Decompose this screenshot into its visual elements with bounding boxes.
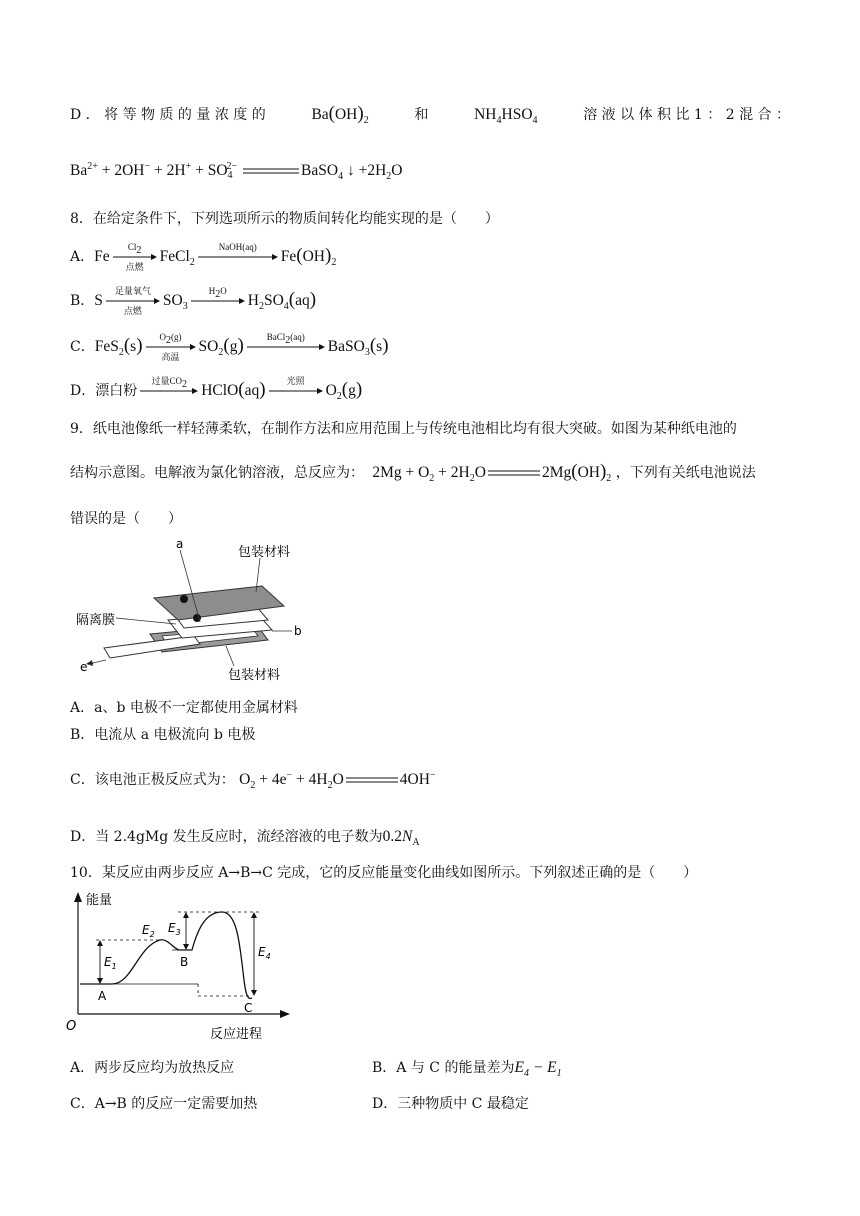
q7d-equation: $Ba^{2+} + 2OH^- + 2H^+ + SO_4^{2-}$ BaSO$_4$ ↓ $+2H_2O$ <box>70 160 403 183</box>
label-A: A <box>98 989 107 1003</box>
arrow-light: 光照 <box>269 387 323 395</box>
double-line-icon <box>243 167 299 175</box>
label-pack-bottom: 包装材料 <box>228 668 281 683</box>
label-a: a <box>176 537 184 551</box>
q9-optd-text: D．当 2.4gMg 发生反应时，流经溶液的电子数为 <box>70 829 383 845</box>
q7-option-d <box>70 104 790 126</box>
q7d-and: 和 <box>414 107 429 123</box>
q9-stem-line1: 9．纸电池像纸一样轻薄柔软，在制作方法和应用范围上与传统电池相比均有很大突破。如图为某种纸电池的 <box>70 421 737 437</box>
arrow-h2o: $H_2O$ <box>191 297 245 305</box>
label-e3: $E_3$ <box>168 921 181 937</box>
q8-stem: 8．在给定条件下，下列选项所示的物质间转化均能实现的是（ ） <box>70 211 499 227</box>
double-line-icon <box>488 469 540 477</box>
arrow-co2: 过量$CO_2$ <box>140 387 198 395</box>
label-e1: $E_1$ <box>104 955 117 971</box>
q10-stem: 10．某反应由两步反应 A→B→C 完成，它的反应能量变化曲线如图所示。下列叙述正确的是（ ） <box>70 865 698 881</box>
q9-stem2a: 结构示意图。电解液为氯化钠溶液，总反应为： <box>70 465 364 481</box>
q9-option-d <box>70 826 420 848</box>
q10-optb-eq: $E_4 - E_1$ <box>514 1059 562 1080</box>
q9-optc-text: C．该电池正极反应式为： <box>70 772 235 788</box>
q8-option-c: C．FeS$_2$(s) $O_2(g)$ 高温 $SO_2(g)$ BaCl$_2$(aq) BaSO$_3$(s) <box>70 332 389 363</box>
label-b: b <box>294 624 302 638</box>
paper-battery-figure <box>76 536 336 686</box>
arrow-o2g: $O_2(g)$ 高温 <box>146 343 196 351</box>
label-C: C <box>244 1001 253 1015</box>
energy-profile-figure <box>62 888 302 1044</box>
arrow-cl2: $Cl_2$ 点燃 <box>113 253 157 261</box>
q9-option-c <box>70 769 436 791</box>
q9-stem2b: ，下列有关纸电池说法 <box>615 465 756 481</box>
q7d-label: D ． 将 等 物 质 的 量 浓 度 的 <box>70 107 266 123</box>
double-line-icon <box>346 776 398 784</box>
q9-total-equation: $2Mg + O_2 + 2H_2O$ $2Mg(OH)_2$ <box>368 461 612 485</box>
label-pack-top: 包装材料 <box>238 545 291 560</box>
arrow-o2: 足量氧气 点燃 <box>106 297 160 305</box>
q10-option-b <box>372 1057 562 1079</box>
label-e4: $E_4$ <box>258 945 271 961</box>
arrow-bacl2: BaCl$_2$(aq) <box>247 343 325 351</box>
label-e2: $E_2$ <box>142 923 155 939</box>
q7d-tail: 溶 液 以 体 积 比 1 ： 2 混 合 ： <box>583 107 790 123</box>
q10-option-a: A．两步反应均为放热反应 <box>70 1060 235 1076</box>
q7d-nh4hso4: $NH_4HSO_4$ <box>474 106 538 127</box>
q9-optd-value: $0.2N_A$ <box>382 828 420 849</box>
q9-option-a: A．a、b 电极不一定都使用金属材料 <box>70 700 298 716</box>
q7d-ba-oh2: $Ba(OH)_2$ <box>311 103 369 127</box>
q8-option-d: D．漂白粉 过量$CO_2$ HClO(aq) 光照 $O_2(g)$ <box>70 376 363 403</box>
label-electron: e− <box>80 659 95 674</box>
label-membrane: 隔离膜 <box>76 613 116 628</box>
origin-label: O <box>66 1019 77 1034</box>
q9-stem-line3: 错误的是（ ） <box>70 511 182 527</box>
arrow-naoh: NaOH(aq) <box>198 253 278 261</box>
x-axis-label: 反应进程 <box>210 1027 263 1042</box>
q9-optc-equation: $O_2 + 4e^- + 4H_2O$ 4OH− <box>239 769 436 792</box>
label-B: B <box>180 955 189 969</box>
q10-option-c: C．A→B 的反应一定需要加热 <box>70 1096 258 1112</box>
q10-optb-text: B．A 与 C 的能量差为 <box>372 1060 515 1076</box>
q8-option-b: B．S 足量氧气 点燃 $SO_3$ $H_2O$ $H_2SO_4(aq)$ <box>70 286 317 317</box>
q9-stem-line2 <box>70 462 756 484</box>
q9-option-b: B．电流从 a 电极流向 b 电极 <box>70 727 256 743</box>
q10-option-d: D．三种物质中 C 最稳定 <box>372 1096 529 1112</box>
q8-option-a: A．Fe $Cl_2$ 点燃 FeCl$_2$ NaOH(aq) $Fe(OH)_2$ <box>70 242 337 273</box>
y-axis-label: 能量 <box>86 893 113 908</box>
